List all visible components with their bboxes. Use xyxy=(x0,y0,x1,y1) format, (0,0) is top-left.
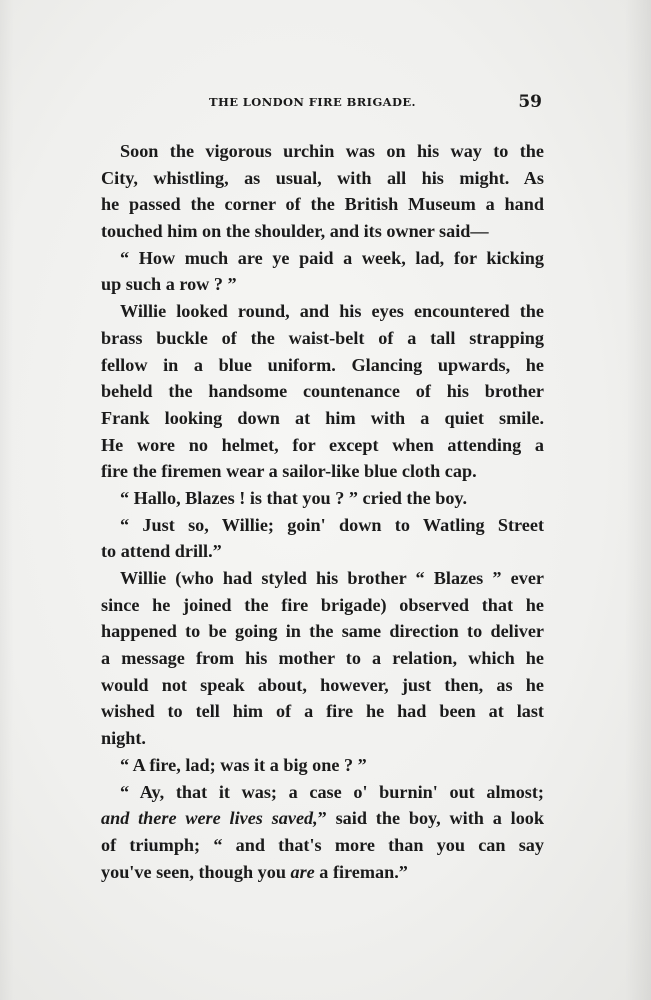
text-line: wished to tell him of a fire he had been at last xyxy=(101,701,544,722)
page-number: 59 xyxy=(518,92,542,112)
text-line: Willie (who had styled his brother “ Blazes ” ever xyxy=(120,568,544,588)
italic-phrase: and there were lives saved, xyxy=(101,808,318,829)
text-line: Soon the vigorous urchin was on his way to the xyxy=(120,141,544,161)
text-line: happened to be going in the same direction to deliver xyxy=(101,621,544,642)
text-line: “ Just so, Willie; goin' down to Watling Street xyxy=(120,514,544,535)
text-line xyxy=(101,859,544,886)
text-line: to attend drill.” xyxy=(101,541,222,562)
text-line: “ Ay, that it was; a case o' burnin' out almost; xyxy=(120,781,544,802)
text-line: since he joined the fire brigade) observed that he xyxy=(101,594,544,615)
text-line: “ Hallo, Blazes ! is that you ? ” cried the boy. xyxy=(120,487,468,508)
italic-word: are xyxy=(290,861,315,882)
text-line: fire the firemen wear a sailor-like blue cloth cap. xyxy=(101,461,477,482)
text-line: brass buckle of the waist-belt of a tall strapping xyxy=(101,327,544,348)
text-line: City, whistling, as usual, with all his might. As xyxy=(101,167,544,188)
body-text xyxy=(101,138,544,885)
text-span: you've seen, though you xyxy=(101,861,291,882)
text-line: He wore no helmet, for except when attending a xyxy=(101,434,544,455)
text-line: “ How much are ye paid a week, lad, for kicking xyxy=(120,247,544,268)
text-line: “ A fire, lad; was it a big one ? ” xyxy=(120,754,367,775)
text-line: of triumph; “ and that's more than you can say xyxy=(101,834,544,855)
page-left-edge-shading xyxy=(0,0,14,1000)
text-line: Frank looking down at him with a quiet smile. xyxy=(101,407,544,428)
text-line: touched him on the shoulder, and its owner said— xyxy=(101,221,489,242)
text-line: night. xyxy=(101,728,146,749)
text-line: Willie looked round, and his eyes encountered the xyxy=(120,301,544,322)
running-title: THE LONDON FIRE BRIGADE. xyxy=(209,95,416,109)
text-line: would not speak about, however, just then, as he xyxy=(101,674,544,695)
text-line: a message from his mother to a relation, which he xyxy=(101,648,544,669)
text-span: ” said the boy, with a look xyxy=(317,808,544,829)
text-line: up such a row ? ” xyxy=(101,274,237,295)
text-line: beheld the handsome countenance of his brother xyxy=(101,381,544,402)
text-line: he passed the corner of the British Museum a hand xyxy=(101,194,544,215)
running-header xyxy=(101,92,546,114)
text-line xyxy=(101,805,544,832)
page-right-edge-shading xyxy=(625,0,651,1000)
text-line: fellow in a blue uniform. Glancing upwards, he xyxy=(101,354,544,375)
text-span: a fireman.” xyxy=(314,861,408,882)
